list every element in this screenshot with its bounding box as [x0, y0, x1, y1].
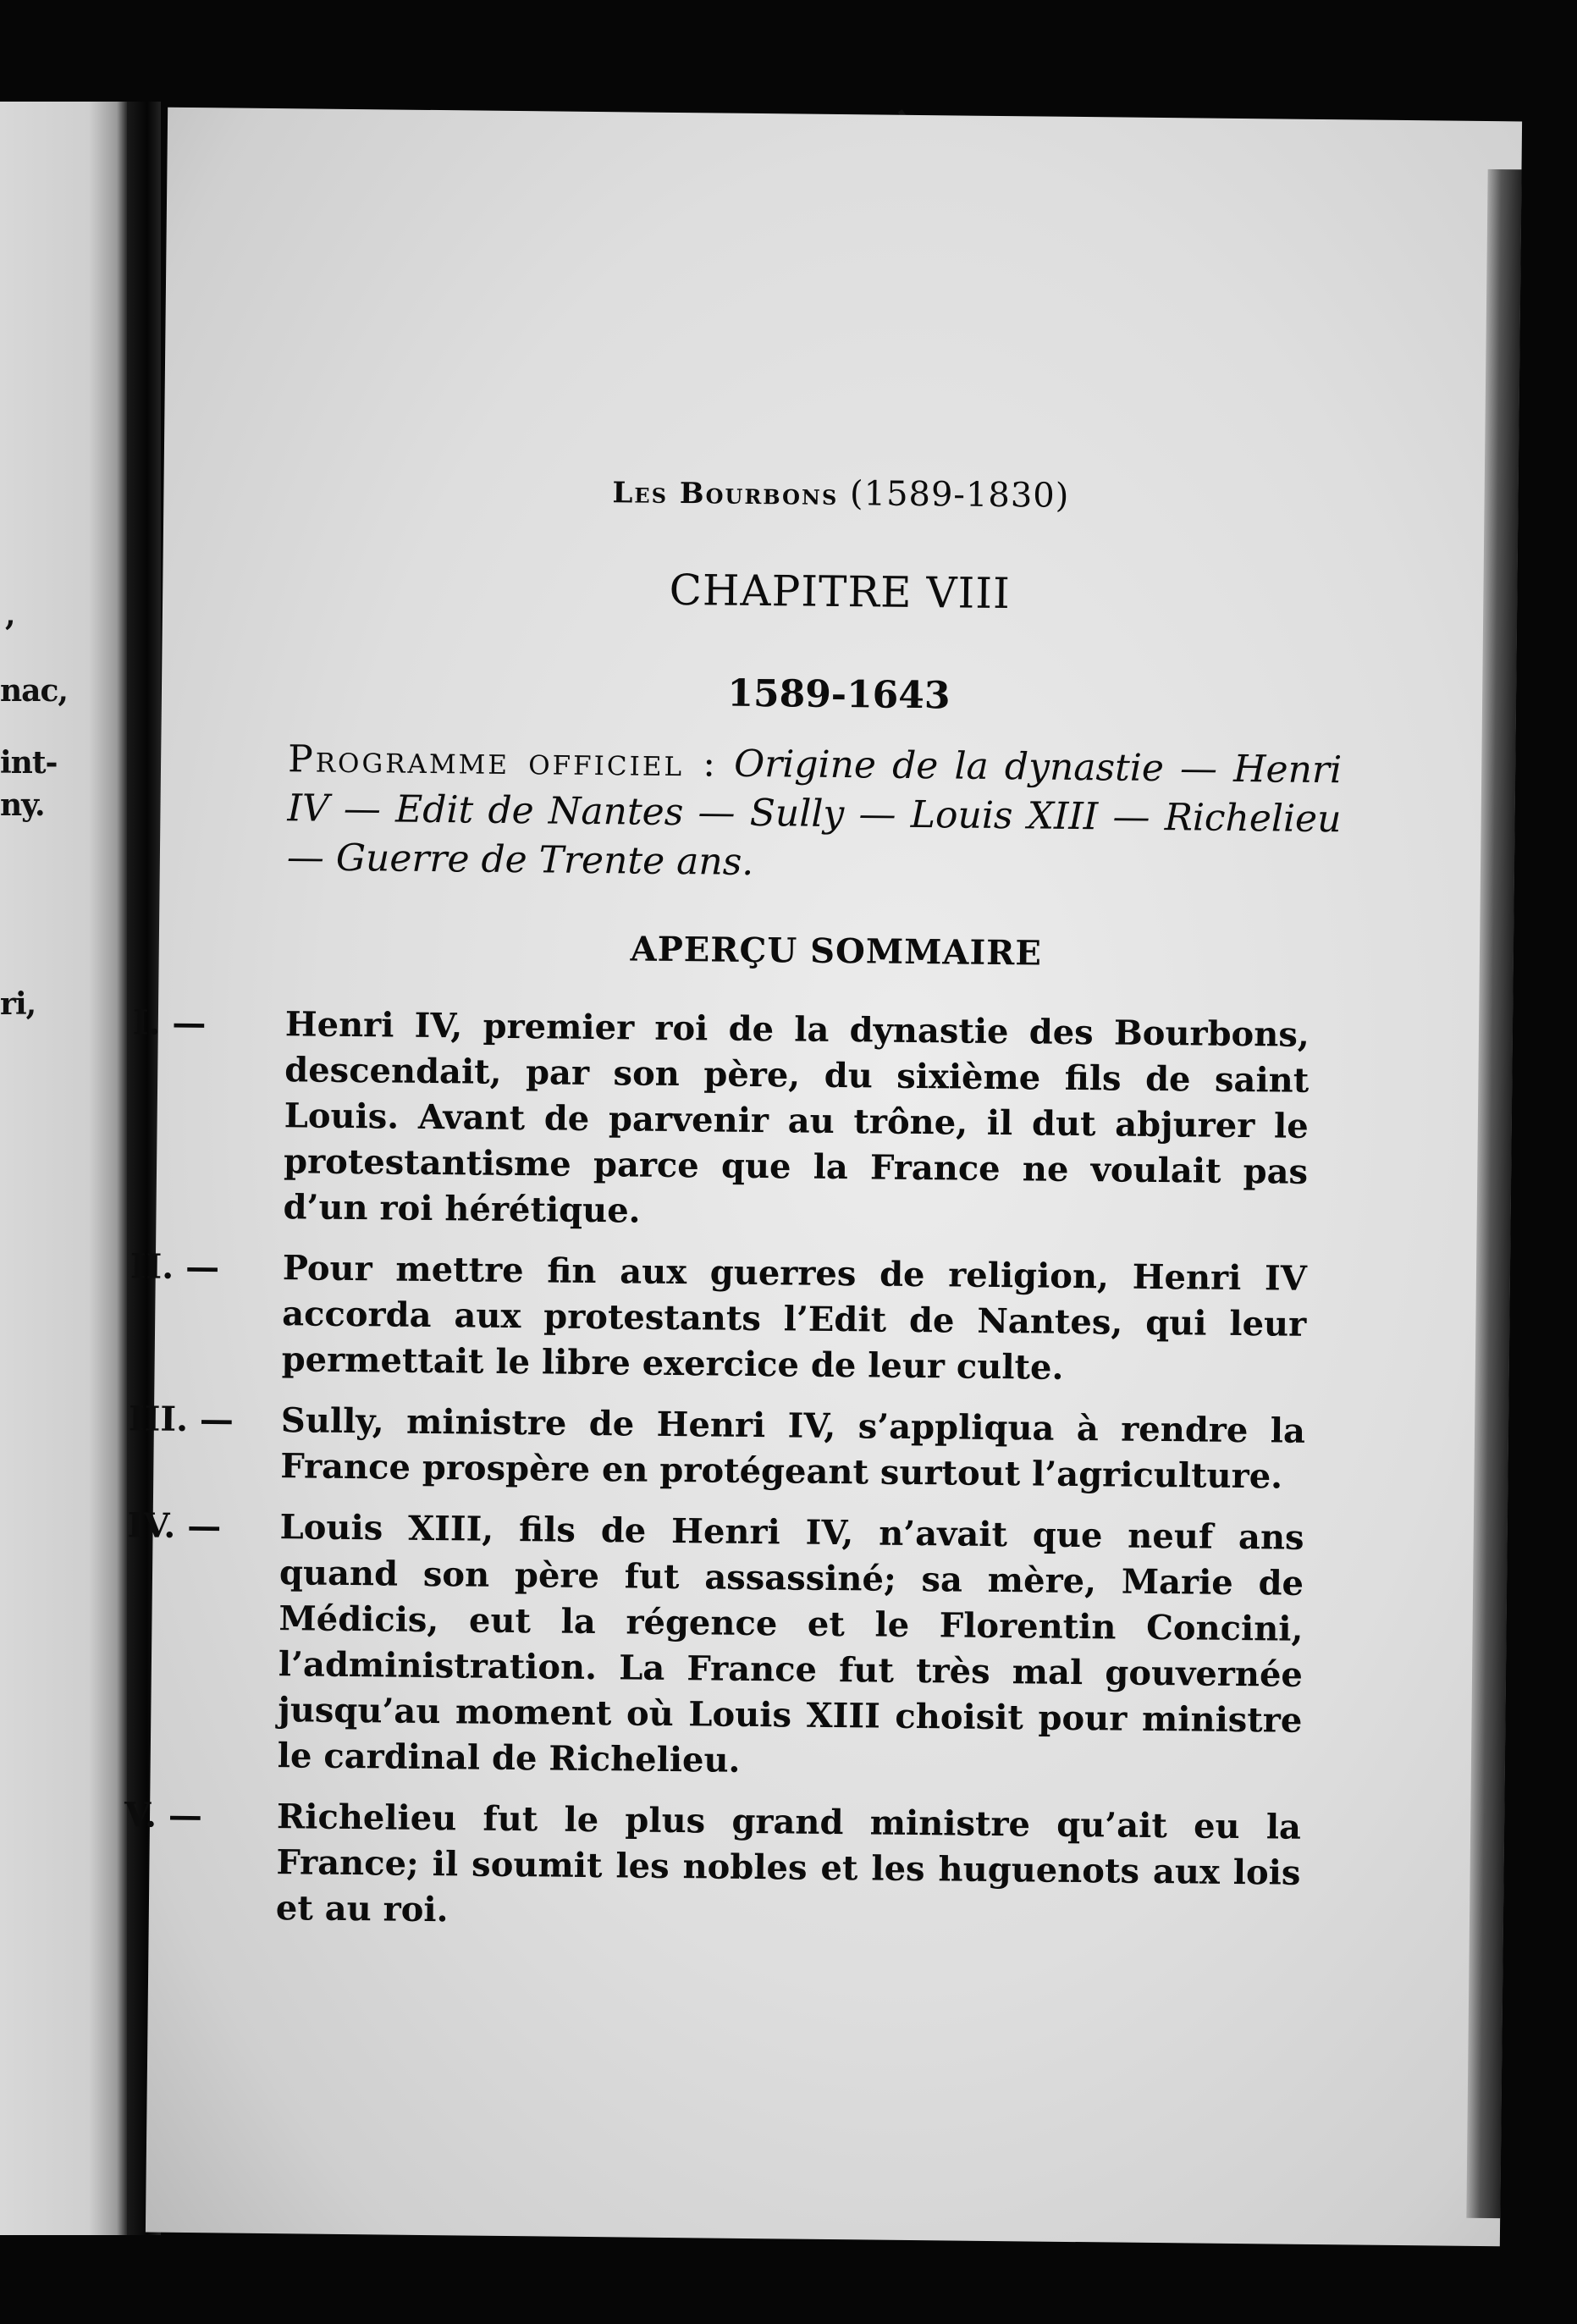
summary-text: Richelieu fut le plus grand ministre qu’ait eu la France; il soumit les nobles et les huguenots aux lois et au roi. [275, 1797, 1302, 1930]
running-head [163, 467, 1518, 521]
summary-number: I. — [132, 1002, 207, 1044]
left-fragment: nac, [0, 673, 68, 709]
left-facing-page [0, 102, 127, 2235]
summary-list [124, 1001, 1310, 1957]
programme-items: Origine de la dynastie — Henri IV — Edit de Nantes — Sully — Louis XIII — Richelieu — Guerre de Trente ans. [286, 742, 1343, 884]
summary-heading: APERÇU SOMMAIRE [630, 929, 1043, 974]
summary-item [130, 1245, 1308, 1393]
left-fragment: int- [0, 745, 58, 781]
summary-number: IV. — [127, 1505, 222, 1547]
running-head-dates: (1589-1830) [849, 474, 1070, 516]
summary-item [128, 1397, 1306, 1500]
chapter-dates: 1589-1643 [727, 671, 951, 718]
summary-number: III. — [128, 1399, 234, 1440]
left-fragment: ny. [0, 787, 45, 823]
programme-label: Programme officiel : [287, 737, 719, 786]
summary-text: Sully, ministre de Henri IV, s’appliqua à rendre la France prospère en protégeant surtout l’agriculture. [280, 1400, 1306, 1497]
summary-text: Louis XIII, fils de Henri IV, n’avait que neuf ans quand son père fut assassiné; sa mère, Marie de Médicis, eut la régence et le Florentin Concini, l’administration. La France fut très mal gouvernée jusqu’au moment où Louis XIII choisit pour ministre le cardinal de Richelieu. [277, 1507, 1304, 1780]
running-head-title: Les Bourbons [612, 476, 839, 513]
book-page [124, 108, 1522, 2247]
summary-number: II. — [130, 1246, 220, 1288]
left-fragment: ri, [0, 986, 36, 1022]
chapter-title: CHAPITRE VIII [669, 565, 1012, 619]
official-programme [287, 735, 1343, 893]
summary-item [132, 1001, 1310, 1240]
summary-text: Henri IV, premier roi de la dynastie des Bourbons, descendait, par son père, du sixième fils de saint Louis. Avant de parvenir au trône, il dut abjurer le protestantisme parce que la France ne voulait pas d’un roi hérétique. [283, 1004, 1310, 1231]
summary-item [124, 1793, 1302, 1941]
summary-text: Pour mettre fin aux guerres de religion, Henri IV accorda aux protestants l’Edit de Nantes, qui leur permettait le libre exercice de leur culte. [281, 1248, 1308, 1388]
summary-item [127, 1504, 1304, 1789]
left-fragment: , [5, 597, 15, 632]
summary-number: V. — [124, 1795, 203, 1836]
